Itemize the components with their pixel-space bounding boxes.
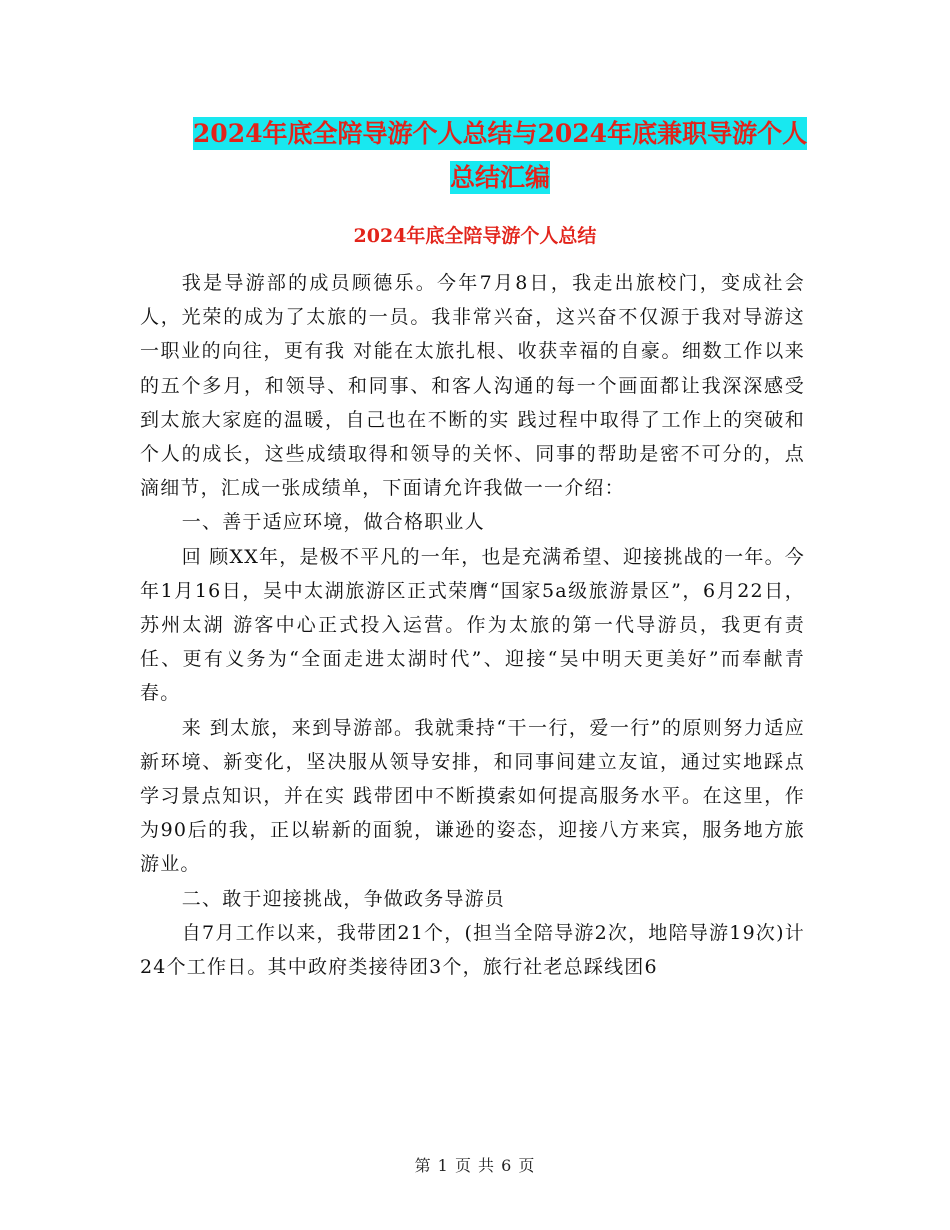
page-footer: 第 1 页 共 6 页 — [414, 1156, 536, 1175]
paragraph: 我是导游部的成员顾德乐。今年7月8日，我走出旅校门，变成社会人，光荣的成为了太旅的一员。我非常兴奋，这兴奋不仅源于我对导游这一职业的向往，更有我 对能在太旅扎根、收获幸福的自豪。细数工作以来的五个多月，和领导、和同事、和客人沟通的每一个画面都让我深深感受到太旅大家庭的温暖，自己也在不断的实 践过程中取得了工作上的突破和个人的成长，这些成绩取得和领导的关怀、同事的帮助是密不可分的，点滴细节，汇成一张成绩单，下面请允许我做一一介绍： — [140, 272, 805, 500]
section-title: 2024年底全陪导游个人总结 — [353, 225, 597, 247]
paragraph: 来 到太旅，来到导游部。我就秉持“干一行，爱一行”的原则努力适应新环境、新变化，坚决服从领导安排，和同事间建立友谊，通过实地踩点学习景点知识，并在实 践带团中不断摸索如何提高服务水平。在这里，作为90后的我，正以崭新的面貌，谦逊的姿态，迎接八方来宾，服务地方旅游业。 — [140, 716, 805, 876]
paragraph: 一、善于适应环境，做合格职业人 — [181, 511, 485, 534]
paragraph: 回 顾XX年，是极不平凡的一年，也是充满希望、迎接挑战的一年。今年1月16日，吴中太湖旅游区正式荣膺“国家5a级旅游景区”，6月22日，苏州太湖 游客中心正式投入运营。作为太旅的第一代导游员，我更有责任、更有义务为“全面走进太湖时代”、迎接“吴中明天更美好”而奉献青春。 — [140, 545, 805, 705]
document-body — [140, 266, 805, 984]
document-title-line-1: 2024年底全陪导游个人总结与2024年底兼职导游个人 — [192, 119, 808, 148]
document-title — [140, 112, 860, 200]
paragraph: 二、敢于迎接挑战，争做政务导游员 — [181, 887, 505, 910]
document-title-line-2: 总结汇编 — [449, 163, 550, 192]
paragraph: 自7月工作以来，我带团21个，(担当全陪导游2次，地陪导游19次)计24个工作日。其中政府类接待团3个，旅行社老总踩线团6 — [140, 921, 805, 979]
